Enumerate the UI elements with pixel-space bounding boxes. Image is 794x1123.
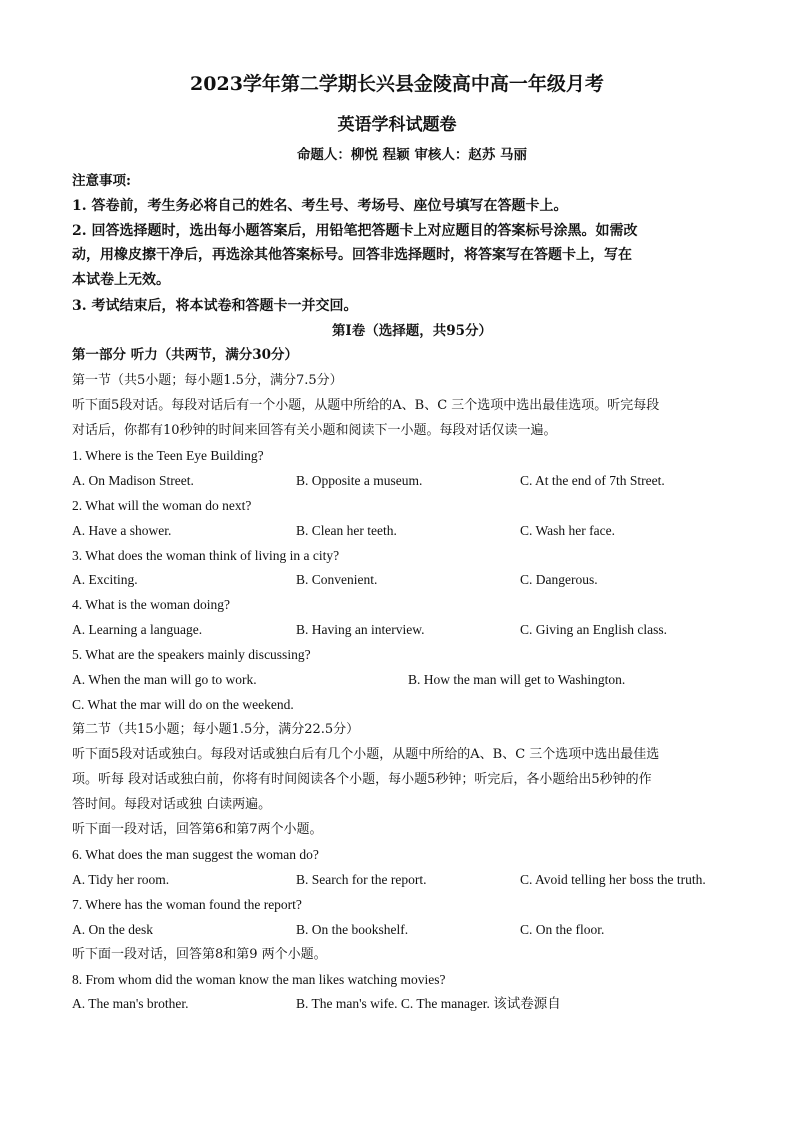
question-2-options bbox=[0, 522, 794, 540]
question-3-option-b: B. Convenient. bbox=[296, 572, 378, 587]
question-6-option-a: A. Tidy her room. bbox=[72, 872, 170, 887]
question-8-options bbox=[0, 995, 794, 1013]
section1-instruction-1: 听下面5段对话。每段对话后有一个小题，从题中所给的A、B、C 三个选项中选出最佳选项。听完每段 bbox=[72, 398, 660, 413]
question-3-options bbox=[0, 571, 794, 589]
volume-heading: 第Ⅰ卷（选择题，共95分） bbox=[331, 323, 493, 339]
question-2-stem: 2. What will the woman do next? bbox=[72, 498, 252, 513]
note-item-2-end: 本试卷上无效。 bbox=[72, 272, 170, 288]
exam-title: 2023学年第二学期长兴县金陵高中高一年级月考 bbox=[190, 73, 604, 95]
note-item-2-cont: 动，用橡皮擦干净后，再选涂其他答案标号。回答非选择题时，将答案写在答题卡上，写在 bbox=[72, 247, 632, 263]
section1-instruction-2: 对话后，你都有10秒钟的时间来回答有关小题和阅读下一小题。每段对话仅读一遍。 bbox=[72, 423, 557, 438]
question-1-options bbox=[0, 472, 794, 490]
question-1-stem: 1. Where is the Teen Eye Building? bbox=[72, 448, 264, 463]
question-4-stem: 4. What is the woman doing? bbox=[72, 597, 230, 612]
exam-authors: 命题人：柳悦 程颖 审核人：赵苏 马丽 bbox=[296, 147, 528, 163]
notes-heading: 注意事项: bbox=[72, 173, 131, 189]
question-3-stem: 3. What does the woman think of living in a city? bbox=[72, 548, 340, 563]
question-5-option-b: B. How the man will get to Washington. bbox=[408, 672, 626, 687]
dialogue-intro-6-7: 听下面一段对话，回答第6和第7两个小题。 bbox=[72, 822, 323, 837]
question-1-option-b: B. Opposite a museum. bbox=[296, 473, 423, 488]
question-5-stem: 5. What are the speakers mainly discussing? bbox=[72, 647, 311, 662]
note-item-3: 3. 考试结束后，将本试卷和答题卡一并交回。 bbox=[72, 298, 358, 314]
exam-subtitle: 英语学科试题卷 bbox=[337, 115, 457, 135]
question-3-option-a: A. Exciting. bbox=[72, 572, 138, 587]
question-6-stem: 6. What does the man suggest the woman do? bbox=[72, 847, 319, 862]
part1-heading: 第一部分 听力（共两节，满分30分） bbox=[72, 347, 298, 363]
question-2-option-b: B. Clean her teeth. bbox=[296, 523, 397, 538]
question-7-option-b: B. On the bookshelf. bbox=[296, 922, 409, 937]
question-7-stem: 7. Where has the woman found the report? bbox=[72, 897, 302, 912]
question-6-option-b: B. Search for the report. bbox=[296, 872, 427, 887]
dialogue-intro-8-9: 听下面一段对话，回答第8和第9 两个小题。 bbox=[72, 947, 327, 962]
question-4-option-c: C. Giving an English class. bbox=[520, 622, 667, 637]
question-4-option-b: B. Having an interview. bbox=[296, 622, 425, 637]
note-item-1: 1. 答卷前，考生务必将自己的姓名、考生号、考场号、座位号填写在答题卡上。 bbox=[72, 198, 568, 214]
question-6-options bbox=[0, 871, 794, 889]
question-6-option-c: C. Avoid telling her boss the truth. bbox=[520, 872, 706, 887]
question-1-option-c: C. At the end of 7th Street. bbox=[520, 473, 665, 488]
section2-title: 第二节（共15小题；每小题1.5分，满分22.5分） bbox=[72, 722, 360, 737]
section1-title: 第一节（共5小题；每小题1.5分，满分7.5分） bbox=[72, 373, 343, 388]
question-8-stem: 8. From whom did the woman know the man likes watching movies? bbox=[72, 972, 446, 987]
question-3-option-c: C. Dangerous. bbox=[520, 572, 598, 587]
section2-instruction-2: 项。听每 段对话或独白前，你将有时间阅读各个小题，每小题5秒钟；听完后，各小题给出5秒钟的作 bbox=[72, 772, 652, 787]
question-4-option-a: A. Learning a language. bbox=[72, 622, 203, 637]
question-7-option-c: C. On the floor. bbox=[520, 922, 605, 937]
question-5-option-a: A. When the man will go to work. bbox=[72, 672, 257, 687]
question-4-options bbox=[0, 621, 794, 639]
question-7-options bbox=[0, 921, 794, 939]
question-5-option-c: C. What the mar will do on the weekend. bbox=[72, 697, 294, 712]
question-7-option-a: A. On the desk bbox=[72, 922, 153, 937]
question-2-option-a: A. Have a shower. bbox=[72, 523, 172, 538]
question-5-options bbox=[0, 671, 794, 689]
note-item-2: 2. 回答选择题时，选出每小题答案后，用铅笔把答题卡上对应题目的答案标号涂黑。如需改 bbox=[72, 223, 638, 239]
question-1-option-a: A. On Madison Street. bbox=[72, 473, 194, 488]
section2-instruction-1: 听下面5段对话或独白。每段对话或独白后有几个小题，从题中所给的A、B、C 三个选项中选出最佳选 bbox=[72, 747, 660, 762]
section2-instruction-3: 答时间。每段对话或独 白读两遍。 bbox=[72, 797, 272, 812]
question-8-option-a: A. The man's brother. bbox=[72, 996, 189, 1011]
question-8-option-b-c: B. The man's wife. C. The manager. 该试卷源自 bbox=[296, 996, 561, 1011]
question-2-option-c: C. Wash her face. bbox=[520, 523, 616, 538]
